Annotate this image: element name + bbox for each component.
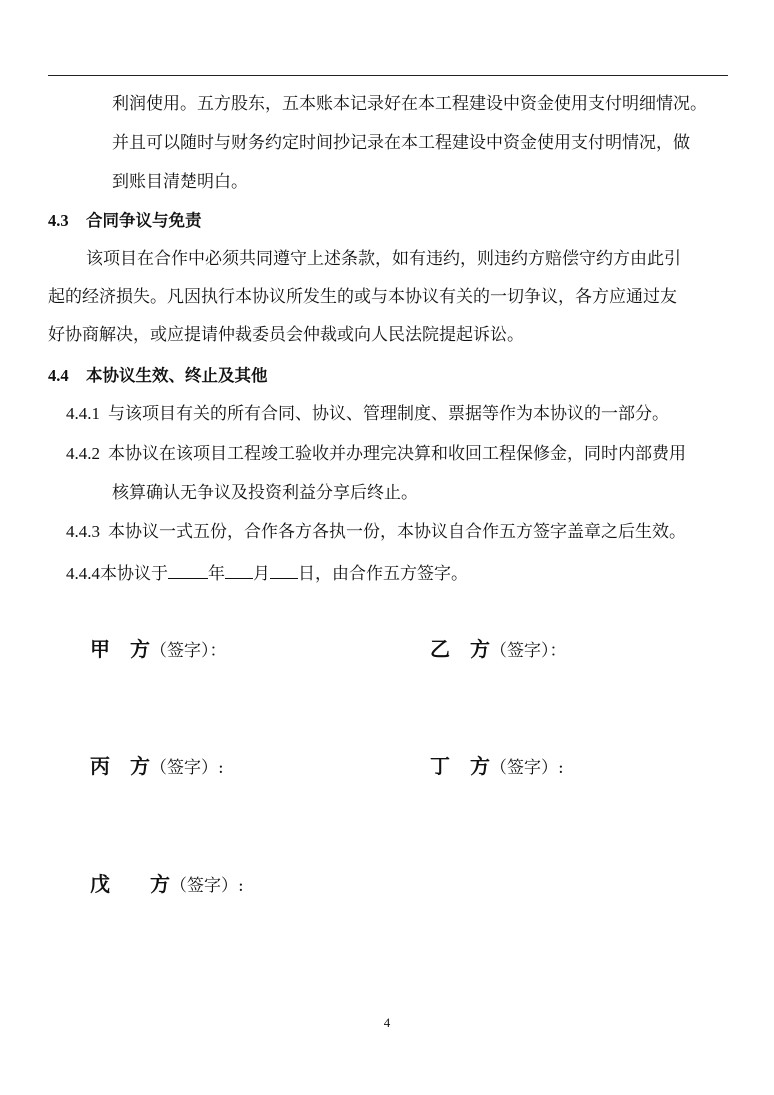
month-label: 月 [253, 564, 270, 584]
party-d-sign-label: （签字） [490, 758, 558, 778]
signature-party-d [430, 752, 564, 782]
party-a-label: 甲 方 [90, 637, 150, 661]
party-b-sign-label: （签字） [490, 641, 550, 661]
section-4-4-title: 本协议生效、终止及其他 [86, 366, 268, 385]
year-label: 年 [208, 564, 225, 584]
party-e-colon: : [238, 876, 244, 896]
sec43-line1: 该项目在合作中必须共同遵守上述条款，如有违约，则违约方赔偿守约方由此引 [86, 249, 681, 269]
sec43-line3: 好协商解决，或应提请仲裁委员会仲裁或向人民法院提起诉讼。 [48, 325, 524, 345]
party-c-colon: : [218, 758, 224, 778]
signature-party-b [430, 635, 567, 665]
party-b-label: 乙 方 [430, 637, 490, 661]
month-blank [225, 560, 253, 579]
clause-4-4-2-text: 本协议在该项目工程竣工验收并办理完决算和收回工程保修金，同时内部费用 [108, 444, 686, 464]
para1-line2: 并且可以随时与财务约定时间抄记录在本工程建设中资金使用支付明情况，做 [112, 133, 690, 153]
clause-4-4-1 [66, 402, 669, 426]
party-e-label: 戊 方 [90, 872, 170, 896]
clause-4-4-2-number: 4.4.2 [66, 444, 100, 463]
day-blank [270, 560, 298, 579]
section-4-3-heading [48, 209, 202, 233]
clause-4-4-4 [66, 560, 468, 586]
party-a-colon: ： [209, 641, 227, 661]
header-rule [48, 75, 728, 76]
para1-line1: 利润使用。五方股东，五本账本记录好在本工程建设中资金使用支付明细情况。 [112, 94, 707, 114]
clause-4-4-3-number: 4.4.3 [66, 522, 100, 541]
party-b-colon: ： [549, 641, 567, 661]
party-c-label: 丙 方 [90, 754, 150, 778]
year-blank [168, 560, 208, 579]
clause-4-4-3-text: 本协议一式五份，合作各方各执一份，本协议自合作五方签字盖章之后生效。 [108, 522, 686, 542]
para1-line3: 到账目清楚明白。 [112, 172, 248, 192]
party-a-sign-label: （签字） [150, 641, 210, 661]
clause-4-4-2-line1 [66, 442, 686, 466]
clause-4-4-4-prefix: 本协议于 [100, 564, 168, 584]
section-4-4-heading [48, 364, 268, 388]
sec43-line2: 起的经济损失。凡因执行本协议所发生的或与本协议有关的一切争议，各方应通过友 [48, 287, 677, 307]
section-4-4-number: 4.4 [48, 366, 69, 385]
clause-4-4-1-number: 4.4.1 [66, 404, 100, 423]
signature-party-e [90, 870, 244, 900]
clause-4-4-4-number: 4.4.4 [66, 564, 100, 583]
section-4-3-title: 合同争议与免责 [86, 211, 202, 230]
clause-4-4-1-text: 与该项目有关的所有合同、协议、管理制度、票据等作为本协议的一部分。 [108, 404, 669, 424]
party-c-sign-label: （签字） [150, 758, 218, 778]
party-e-sign-label: （签字） [170, 876, 238, 896]
clause-4-4-3 [66, 520, 686, 544]
clause-4-4-2-line2: 核算确认无争议及投资利益分享后终止。 [112, 483, 418, 503]
signature-party-c [90, 752, 224, 782]
day-label: 日，由合作五方签字。 [298, 564, 468, 584]
page-number: 4 [383, 1015, 391, 1030]
signature-party-a [90, 635, 227, 665]
section-4-3-number: 4.3 [48, 211, 69, 230]
party-d-label: 丁 方 [430, 754, 490, 778]
party-d-colon: : [558, 758, 564, 778]
